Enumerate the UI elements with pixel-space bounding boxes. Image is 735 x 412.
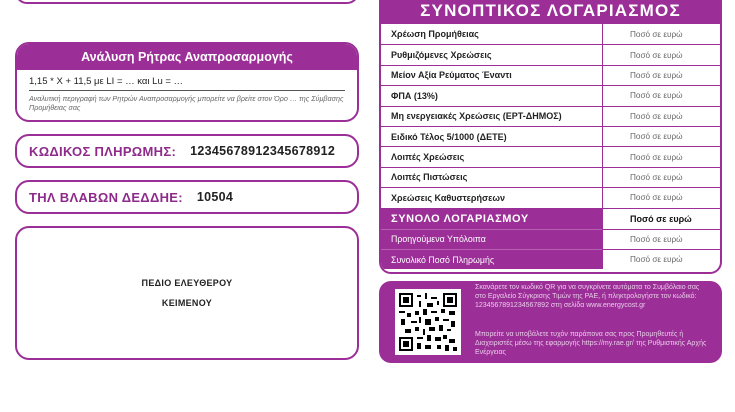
adjustment-formula: 1,15 * X + 11,5 με LI = … και Lu = … (29, 76, 345, 91)
summary-row (381, 24, 720, 44)
fault-phone-box (15, 180, 359, 214)
free-text-line-2: ΚΕΙΜΕΝΟΥ (161, 298, 213, 308)
free-text-box (15, 226, 359, 360)
row-label: ΦΠΑ (13%) (391, 90, 438, 101)
row-value: Ποσό σε ευρώ (602, 107, 720, 126)
summary-row (381, 106, 720, 126)
qr-info-panel (379, 281, 722, 363)
adjustment-clause-box (15, 42, 359, 122)
payment-code-value: 12345678912345678912 (190, 144, 336, 158)
fault-phone-value: 10504 (196, 190, 234, 204)
row-label: Λοιπές Πιστώσεις (391, 172, 468, 183)
summary-row (381, 146, 720, 166)
summary-previous-row (381, 229, 720, 249)
summary-grand-total-row (381, 249, 720, 269)
top-section-edge (15, 0, 359, 4)
summary-total-row (381, 208, 720, 229)
grand-total-value: Ποσό σε ευρώ (602, 249, 720, 269)
row-label: Χρεώσεις Καθυστερήσεων (391, 192, 506, 203)
adjustment-note: Αναλυτική περιγραφή των Ρητρών Αναπροσαρμογής μπορείτε να βρείτε στον Όρο … της Σύμβασης Προμήθειας σας (29, 94, 344, 112)
total-value: Ποσό σε ευρώ (602, 209, 720, 229)
bill-summary-table (379, 0, 722, 274)
total-label: ΣΥΝΟΛΟ ΛΟΓΑΡΙΑΣΜΟΥ (381, 209, 602, 229)
qr-code-icon[interactable] (395, 289, 461, 355)
adjustment-clause-title: Ανάλυση Ρήτρας Αναπροσαρμογής (17, 44, 357, 70)
row-value: Ποσό σε ευρώ (602, 45, 720, 64)
previous-value: Ποσό σε ευρώ (602, 229, 720, 249)
row-value: Ποσό σε ευρώ (602, 86, 720, 105)
grand-total-label: Συνολικό Ποσό Πληρωμής (381, 249, 602, 269)
payment-code-box (15, 134, 359, 168)
summary-row (381, 44, 720, 64)
row-value: Ποσό σε ευρώ (602, 168, 720, 187)
row-label: Ειδικό Τέλος 5/1000 (ΔΕΤΕ) (391, 131, 507, 142)
row-value: Ποσό σε ευρώ (602, 66, 720, 85)
free-text-line-1: ΠΕΔΙΟ ΕΛΕΥΘΕΡΟΥ (141, 278, 233, 288)
summary-row (381, 126, 720, 146)
row-label: Μη ενεργειακές Χρεώσεις (ΕΡΤ-ΔΗΜΟΣ) (391, 111, 562, 122)
fault-phone-label: ΤΗΛ ΒΛΑΒΩΝ ΔΕΔΔΗΕ: (29, 189, 183, 205)
payment-code-label: ΚΩΔΙΚΟΣ ΠΛΗΡΩΜΗΣ: (29, 143, 177, 159)
row-label: Μείον Αξία Ρεύματος Έναντι (391, 70, 512, 81)
summary-row (381, 85, 720, 105)
summary-title: ΣΥΝΟΠΤΙΚΟΣ ΛΟΓΑΡΙΑΣΜΟΣ (381, 0, 720, 24)
previous-label: Προηγούμενα Υπόλοιπα (381, 229, 602, 249)
row-value: Ποσό σε ευρώ (602, 188, 720, 207)
row-value: Ποσό σε ευρώ (602, 24, 720, 44)
row-label: Ρυθμιζόμενες Χρεώσεις (391, 50, 492, 61)
qr-compare-instructions: Σκανάρετε τον κωδικό QR για να συγκρίνετε αυτόματα το Συμβόλαιο σας στο Εργαλείο Σύγκρισης Τιμών της ΡΑΕ, ή πληκτρολογήστε τον κωδικό: 1234567891234567892 στη σελίδα www.energycost.gr (475, 284, 700, 310)
row-label: Λοιπές Χρεώσεις (391, 152, 465, 163)
row-value: Ποσό σε ευρώ (602, 127, 720, 146)
complaints-instructions: Μπορείτε να υποβάλετε τυχόν παράπονα σας προς Προμηθευτές ή Διαχειριστές μέσω της εφαρμογής https://my.rae.gr/ της Ρυθμιστικής Αρχής Ενέργειας (475, 331, 707, 357)
row-value: Ποσό σε ευρώ (602, 147, 720, 166)
summary-row (381, 187, 720, 207)
row-label: Χρέωση Προμήθειας (391, 29, 479, 40)
summary-row (381, 65, 720, 85)
summary-row (381, 167, 720, 187)
